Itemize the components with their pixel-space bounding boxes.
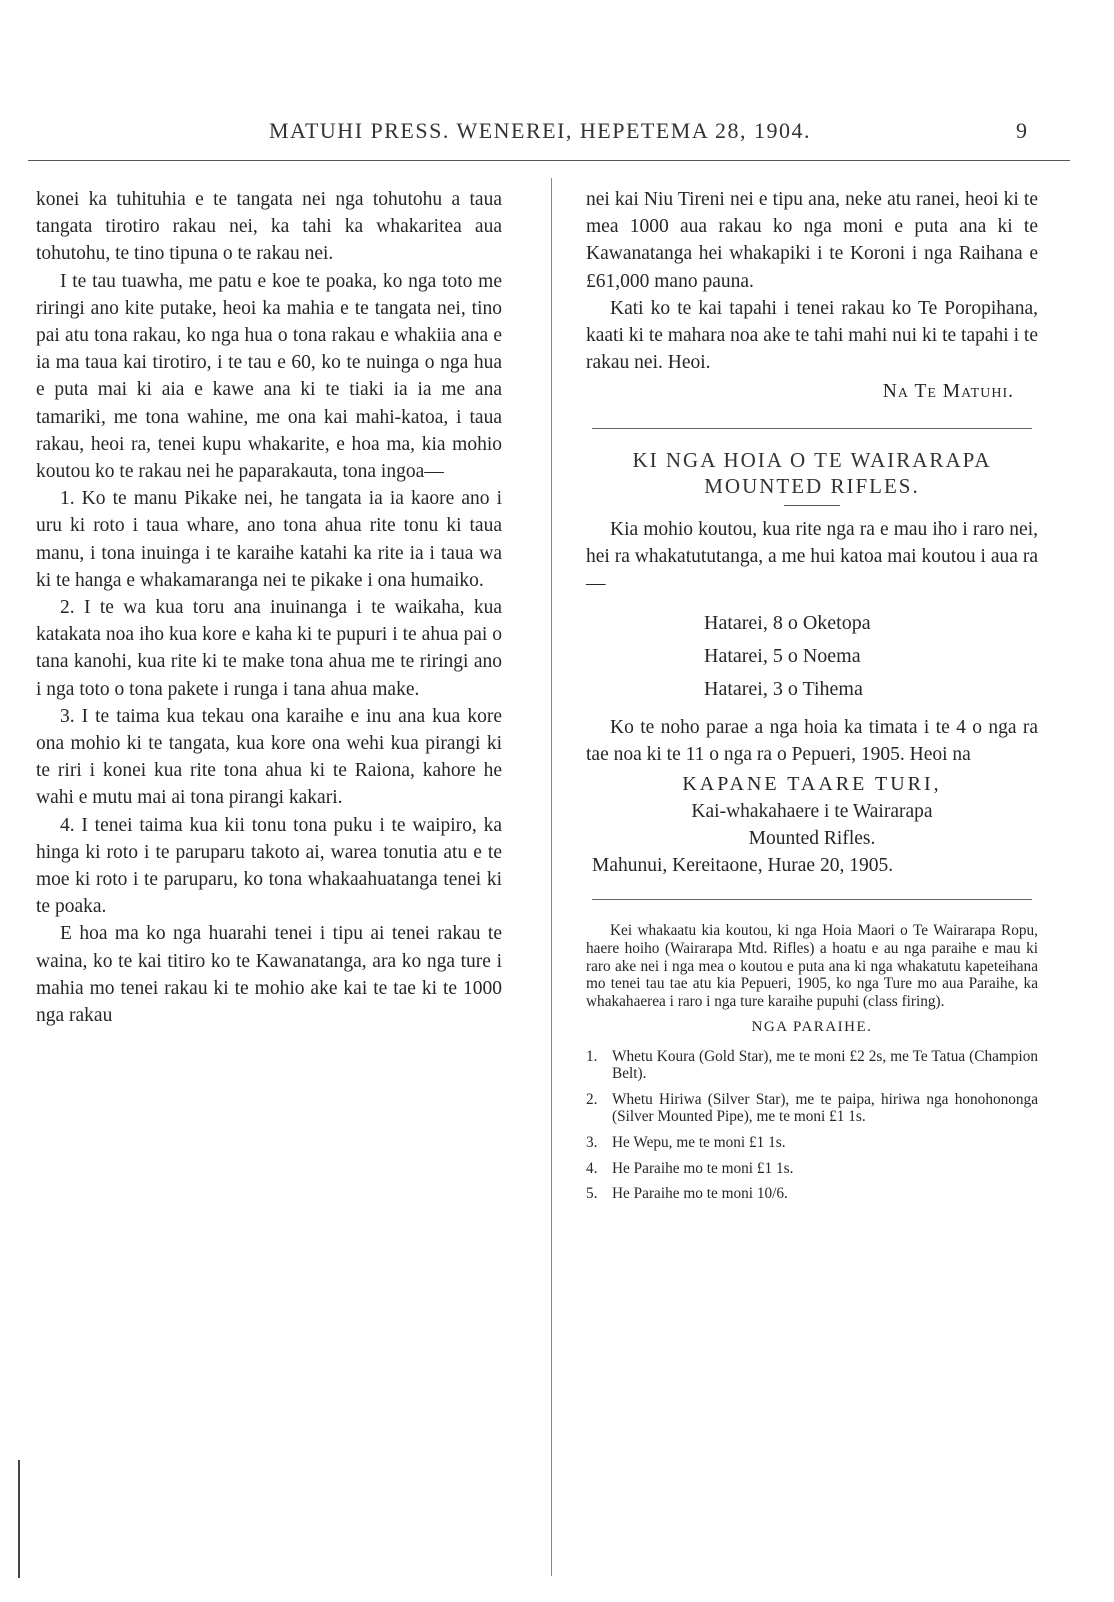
prizes-heading: NGA PARAIHE. — [751, 1019, 873, 1036]
article-paragraph: I te tau tuawha, me patu e koe te poaka, ko nga toto me riringi ano kite putake, heoi ka mahia e te tangata nei, tino pai atu tona rakau, ko nga hua o tona rakau e whakiia ana e ia ma taua kai tirotiro, i te tau e 60, ko te nuinga o nga hua e puta mai ki aia e kawe ana ki te tiaki ia ia me ana tamariki, me tona wahine, me ona kai mahi-katoa, i taua rakau, heoi ra, tenei kupu whakarite, e hoa ma, kia mohio koutou ko te rakau nei he paparakauta, tona ingoa— — [36, 270, 502, 483]
page-number: 9 — [1016, 118, 1027, 143]
notice-title-line-1: KI NGA HOIA O TE WAIRARAPA — [632, 447, 992, 472]
militia-notice — [586, 447, 1038, 880]
article-paragraph: E hoa ma ko nga huarahi tenei i tipu ai tenei rakau te waina, ko te kai titiro ko te Kawanatanga, ara ko nga ture i mahia mo tenei rakau ki te mohio ake kai te tae ki te 1000 nga rakau — [36, 923, 502, 1027]
header-rule — [28, 160, 1070, 161]
prize-item — [586, 1091, 1038, 1126]
article-signature: Na Te Matuhi. — [882, 381, 1014, 403]
prize-item — [586, 1185, 1038, 1203]
margin-rule — [18, 1460, 20, 1578]
article-paragraph: 2. I te wa kua toru ana inuinanga i te waikaha, kua katakata noa iho kua kore e kaha ki te pupuri i te ahua pai o tana kanohi, kua rite ki te make tona ahua me te riringi ano i nga toto o tona pakete i runga i tana ahua make. — [36, 597, 502, 700]
prize-text: He Wepu, me te moni £1 1s. — [612, 1134, 786, 1151]
parade-date: Hatarei, 3 o Tihema — [704, 678, 863, 701]
notice-title-line-2: MOUNTED RIFLES. — [704, 473, 920, 498]
signer-title: Mounted Rifles. — [748, 828, 876, 850]
signer-title: Kai-whakahaere i te Wairarapa — [691, 800, 933, 822]
article-paragraph: konei ka tuhituhia e te tangata nei nga tohutohu a taua tangata tirotiro rakau nei, ka tahi ka whakaritea aua tohutohu, te tino tipuna o te rakau nei. — [36, 189, 502, 265]
prize-number: 3. — [586, 1134, 598, 1151]
prizes-notice — [586, 922, 1038, 1202]
prize-item — [586, 1160, 1038, 1178]
prize-text: He Paraihe mo te moni 10/6. — [612, 1185, 788, 1203]
title-rule — [784, 505, 840, 506]
article-paragraph: 3. I te taima kua tekau ona karaihe e inu ana kua kore ona mohio ki te tangata, kua kore ona wehi kua pirangi ki te riri i konei kua rite tona ahua ki te Raiona, kahore he wahi e mutu mai ai tona pirangi kakari. — [36, 705, 502, 809]
prizes-intro: Kei whakaatu kia koutou, ki nga Hoia Maori o Te Wairarapa Ropu, haere hoiho (Wairarapa Mtd. Rifles) a hoatu e au nga paraihe e mau ki raro ake nei i nga mea o koutou e puta ana ki nga whakatutu kapeteihana mo tenei tau tae atu kia Pepueri, 1905, ko nga Ture mo aua Paraihe, ka whakahaerea i raro i nga ture karaihe pupuhi (class firing). — [586, 922, 1038, 1010]
notice-intro: Kia mohio koutou, kua rite nga ra e mau iho i raro nei, hei ra whakatututanga, a me hui katoa mai koutou i aua ra— — [586, 518, 1038, 595]
prize-number: 2. — [586, 1090, 598, 1108]
column-divider — [551, 178, 552, 1576]
parade-date: Hatarei, 8 o Oketopa — [704, 612, 871, 635]
section-rule — [592, 428, 1032, 429]
prize-item — [586, 1134, 1038, 1152]
notice-place-date: Mahunui, Kereitaone, Hurae 20, 1905. — [592, 855, 894, 877]
parade-dates — [704, 607, 1038, 706]
prize-text: He Paraihe mo te moni £1 1s. — [612, 1159, 794, 1177]
left-column — [36, 186, 502, 1029]
prize-text: Whetu Hiriwa (Silver Star), me te paipa, hiriwa nga honohononga (Silver Mounted Pipe), me te moni £1 1s. — [612, 1090, 1038, 1126]
right-column — [586, 186, 1038, 1211]
article-paragraph: Kati ko te kai tapahi i tenei rakau ko Te Poropihana, kaati ki te mahara noa ake te tahi mahi nui ki te tapahi i te rakau nei. Heoi. — [586, 297, 1038, 374]
section-rule — [592, 899, 1032, 900]
page-header-title: MATUHI PRESS. WENEREI, HEPETEMA 28, 1904. — [268, 118, 812, 143]
article-paragraph: 1. Ko te manu Pikake nei, he tangata ia ia kaore ano i uru ki roto i taua whare, ano tona ahua rite tonu ki taua manu, i tona inuinga i te karaihe katahi ka rite ia i taua wa ki te hanga e whakamaranga nei te pikake i ona humaiko. — [36, 488, 502, 591]
parade-date: Hatarei, 5 o Noema — [704, 645, 861, 668]
prize-number: 1. — [586, 1047, 598, 1065]
prize-number: 5. — [586, 1185, 598, 1203]
signer-name: KAPANE TAARE TURI, — [682, 772, 942, 795]
prize-number: 4. — [586, 1159, 598, 1177]
notice-body: Ko te noho parae a nga hoia ka timata i te 4 o nga ra tae noa ki te 11 o nga ra o Pepueri, 1905. Heoi na — [586, 717, 1038, 766]
prize-item — [586, 1048, 1038, 1083]
prize-text: Whetu Koura (Gold Star), me te moni £2 2s, me Te Tatua (Champion Belt). — [612, 1047, 1038, 1083]
article-paragraph: 4. I tenei taima kua kii tonu tona puku i te waipiro, ka hinga ki roto i te paruparu takoto ai, warea tonutia atu e te moe ki roto i te paruparu, ko tona whakaahuatanga tenei ki te poaka. — [36, 814, 502, 918]
article-paragraph: nei kai Niu Tireni nei e tipu ana, neke atu ranei, heoi ki te mea 1000 aua rakau ko nga moni e puta ana ki te Kawanatanga hei whakapiki i te Koroni i nga Raihana e £61,000 mano pauna. — [586, 189, 1038, 292]
